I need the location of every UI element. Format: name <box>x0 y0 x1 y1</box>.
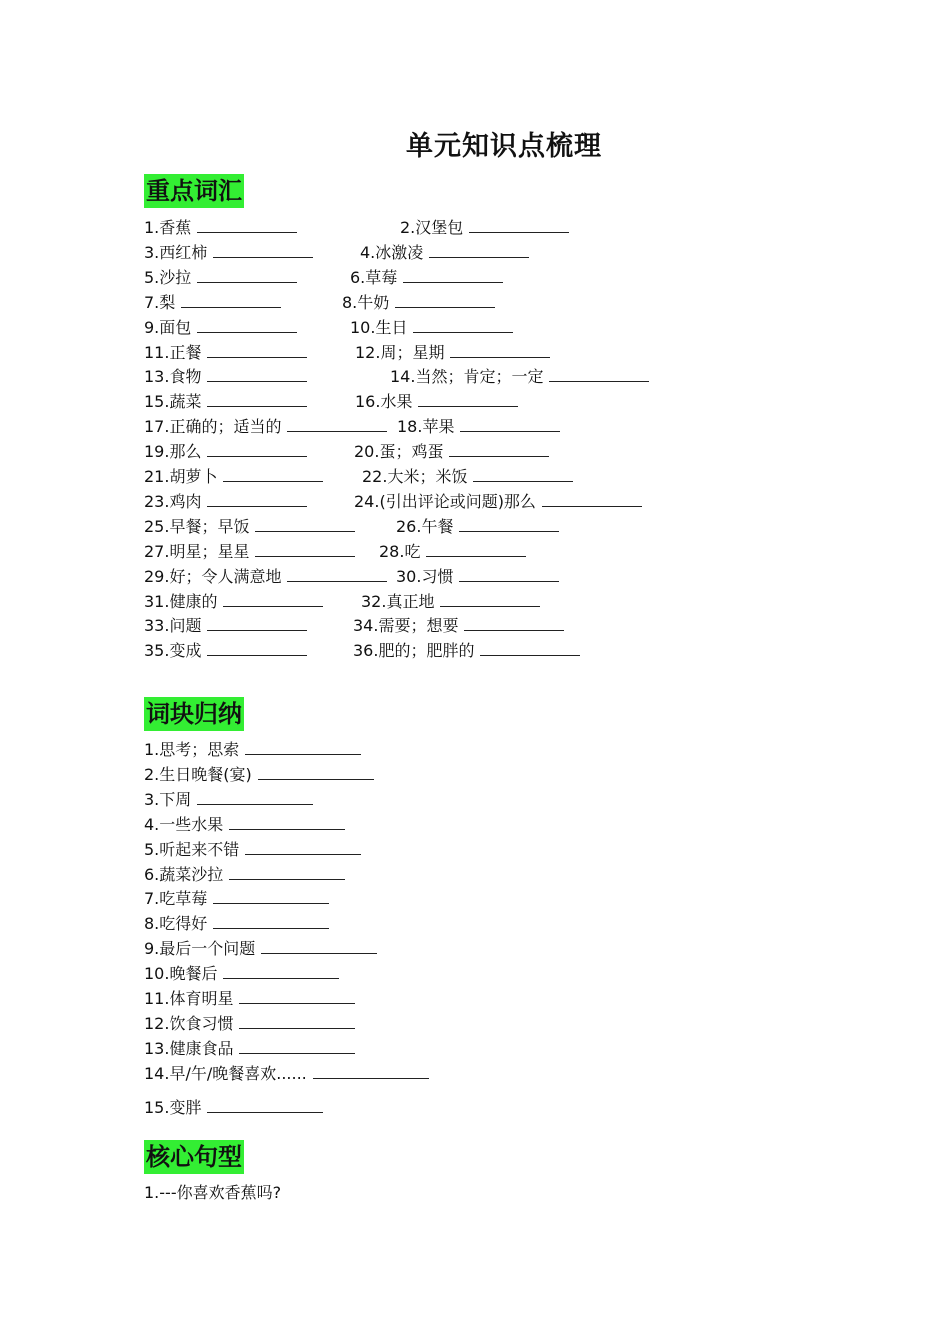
phrase-item <box>144 989 355 1009</box>
vocab-term: 17.正确的；适当的 <box>144 417 282 437</box>
answer-blank[interactable] <box>229 815 345 830</box>
answer-blank[interactable] <box>197 318 297 333</box>
vocab-term: 3.西红柿 <box>144 242 208 262</box>
answer-blank[interactable] <box>549 367 649 382</box>
vocab-item <box>144 467 323 487</box>
vocab-item <box>144 318 297 338</box>
vocab-term: 5.沙拉 <box>144 267 192 287</box>
vocab-term: 24.(引出评论或问题)那么 <box>354 491 536 511</box>
vocab-term: 19.那么 <box>144 442 202 462</box>
vocab-term: 14.当然；肯定；一定 <box>390 367 544 387</box>
answer-blank[interactable] <box>426 542 526 557</box>
answer-blank[interactable] <box>223 467 323 482</box>
vocab-term: 26.午餐 <box>396 516 454 536</box>
vocab-term: 1.香蕉 <box>144 218 192 237</box>
vocab-item <box>355 343 550 363</box>
vocab-term: 21.胡萝卜 <box>144 467 218 486</box>
section-heading-vocab: 重点词汇 <box>144 174 244 208</box>
page-title: 单元知识点梳理 <box>406 131 602 162</box>
answer-blank[interactable] <box>459 567 559 582</box>
vocab-term: 10.生日 <box>350 317 408 337</box>
phrase-term: 10.晚餐后 <box>144 964 218 984</box>
vocab-item <box>144 492 307 512</box>
answer-blank[interactable] <box>542 492 642 507</box>
vocab-term: 35.变成 <box>144 641 202 661</box>
vocab-item <box>144 392 307 412</box>
answer-blank[interactable] <box>480 641 580 656</box>
answer-blank[interactable] <box>287 417 387 432</box>
vocab-term: 7.梨 <box>144 292 176 312</box>
phrase-item <box>144 840 361 860</box>
vocab-item <box>144 268 297 288</box>
phrase-item <box>144 889 329 909</box>
answer-blank[interactable] <box>207 616 307 631</box>
vocab-item <box>353 616 564 636</box>
phrase-item <box>144 964 339 984</box>
vocab-term: 4.冰激凌 <box>360 242 424 262</box>
answer-blank[interactable] <box>213 914 329 929</box>
vocab-term: 8.牛奶 <box>342 292 390 312</box>
phrase-term: 13.健康食品 <box>144 1038 234 1058</box>
answer-blank[interactable] <box>440 592 540 607</box>
answer-blank[interactable] <box>449 442 549 457</box>
vocab-item <box>350 268 503 288</box>
phrase-term: 5.听起来不错 <box>144 839 240 859</box>
vocab-item <box>354 492 642 512</box>
vocab-term: 27.明星；星星 <box>144 541 250 561</box>
vocab-term: 30.习惯 <box>396 566 454 586</box>
answer-blank[interactable] <box>245 740 361 755</box>
phrase-term: 8.吃得好 <box>144 914 208 934</box>
phrase-item <box>144 790 313 810</box>
phrase-term: 12.饮食习惯 <box>144 1013 234 1033</box>
answer-blank[interactable] <box>261 939 377 954</box>
answer-blank[interactable] <box>223 592 323 607</box>
vocab-item <box>355 392 518 412</box>
vocab-item <box>144 417 387 437</box>
answer-blank[interactable] <box>197 268 297 283</box>
vocab-term: 36.肥的；肥胖的 <box>353 641 475 661</box>
phrase-term: 2.生日晚餐(宴) <box>144 764 252 784</box>
phrase-item <box>144 914 329 934</box>
vocab-term: 20.蛋；鸡蛋 <box>354 442 444 462</box>
vocab-term: 15.蔬菜 <box>144 392 202 412</box>
vocab-term: 6.草莓 <box>350 267 398 287</box>
phrase-item <box>144 1039 355 1059</box>
vocab-term: 13.食物 <box>144 367 202 387</box>
answer-blank[interactable] <box>413 318 513 333</box>
vocab-term: 34.需要；想要 <box>353 616 459 636</box>
phrase-item <box>144 865 345 885</box>
vocab-item <box>144 641 307 661</box>
vocab-term: 28.吃 <box>379 541 421 561</box>
answer-blank[interactable] <box>403 268 503 283</box>
answer-blank[interactable] <box>229 865 345 880</box>
vocab-term: 12.周；星期 <box>355 342 445 362</box>
answer-blank[interactable] <box>213 889 329 904</box>
answer-blank[interactable] <box>197 218 297 233</box>
answer-blank[interactable] <box>207 492 307 507</box>
vocab-term: 2.汉堡包 <box>400 218 464 237</box>
vocab-item <box>144 592 323 612</box>
answer-blank[interactable] <box>207 343 307 358</box>
answer-blank[interactable] <box>429 243 529 258</box>
answer-blank[interactable] <box>395 293 495 308</box>
vocab-item <box>342 293 495 313</box>
phrase-item <box>144 1064 429 1084</box>
vocab-term: 18.苹果 <box>397 417 455 437</box>
vocab-item <box>144 243 313 263</box>
vocab-item <box>144 442 307 462</box>
vocab-item <box>362 467 573 487</box>
vocab-item <box>396 567 559 587</box>
answer-blank[interactable] <box>460 417 560 432</box>
answer-blank[interactable] <box>213 243 313 258</box>
vocab-term: 33.问题 <box>144 616 202 636</box>
answer-blank[interactable] <box>255 517 355 532</box>
vocab-item <box>397 417 560 437</box>
answer-blank[interactable] <box>207 392 307 407</box>
vocab-term: 9.面包 <box>144 317 192 337</box>
phrase-item <box>144 1098 323 1118</box>
answer-blank[interactable] <box>255 542 355 557</box>
vocab-term: 11.正餐 <box>144 342 202 362</box>
phrase-term: 14.早/午/晚餐喜欢...... <box>144 1063 307 1083</box>
vocab-term: 16.水果 <box>355 392 413 412</box>
phrase-term: 6.蔬菜沙拉 <box>144 864 224 884</box>
vocab-term: 25.早餐；早饭 <box>144 516 250 536</box>
vocab-item <box>144 343 307 363</box>
phrase-term: 11.体育明星 <box>144 989 234 1008</box>
phrase-term: 1.思考；思索 <box>144 740 240 759</box>
answer-blank[interactable] <box>207 442 307 457</box>
answer-blank[interactable] <box>313 1064 429 1079</box>
answer-blank[interactable] <box>207 1098 323 1113</box>
vocab-item <box>360 243 529 263</box>
vocab-item <box>144 218 297 238</box>
answer-blank[interactable] <box>197 790 313 805</box>
vocab-item <box>144 567 387 587</box>
vocab-item <box>350 318 513 338</box>
answer-blank[interactable] <box>239 1039 355 1054</box>
answer-blank[interactable] <box>258 765 374 780</box>
phrase-item <box>144 765 374 785</box>
answer-blank[interactable] <box>207 641 307 656</box>
vocab-item <box>144 517 355 537</box>
vocab-item <box>353 641 580 661</box>
vocab-item <box>144 367 307 387</box>
answer-blank[interactable] <box>450 343 550 358</box>
answer-blank[interactable] <box>469 218 569 233</box>
answer-blank[interactable] <box>459 517 559 532</box>
answer-blank[interactable] <box>245 840 361 855</box>
phrase-term: 7.吃草莓 <box>144 889 208 909</box>
phrase-term: 3.下周 <box>144 789 192 809</box>
sentence-item: 1.---你喜欢香蕉吗? <box>144 1183 282 1202</box>
phrase-term: 15.变胖 <box>144 1098 202 1117</box>
vocab-term: 31.健康的 <box>144 591 218 611</box>
vocab-item <box>354 442 549 462</box>
answer-blank[interactable] <box>207 367 307 382</box>
answer-blank[interactable] <box>287 567 387 582</box>
vocab-item <box>396 517 559 537</box>
answer-blank[interactable] <box>181 293 281 308</box>
section-heading-phrases: 词块归纳 <box>144 697 244 731</box>
vocab-item <box>390 367 649 387</box>
vocab-item <box>144 293 281 313</box>
answer-blank[interactable] <box>223 964 339 979</box>
phrase-item <box>144 939 377 959</box>
answer-blank[interactable] <box>464 616 564 631</box>
phrase-item <box>144 815 345 835</box>
section-heading-sentences: 核心句型 <box>144 1140 244 1174</box>
vocab-item <box>144 542 355 562</box>
phrase-item <box>144 740 361 760</box>
vocab-item <box>144 616 307 636</box>
answer-blank[interactable] <box>239 1014 355 1029</box>
phrase-term: 4.一些水果 <box>144 814 224 834</box>
phrase-item <box>144 1014 355 1034</box>
answer-blank[interactable] <box>473 467 573 482</box>
vocab-item <box>361 592 540 612</box>
vocab-item <box>379 542 526 562</box>
answer-blank[interactable] <box>239 989 355 1004</box>
answer-blank[interactable] <box>418 392 518 407</box>
vocab-term: 22.大米；米饭 <box>362 467 468 486</box>
vocab-term: 23.鸡肉 <box>144 491 202 511</box>
vocab-term: 29.好；令人满意地 <box>144 566 282 586</box>
vocab-term: 32.真正地 <box>361 591 435 611</box>
vocab-item <box>400 218 569 238</box>
phrase-term: 9.最后一个问题 <box>144 939 256 959</box>
